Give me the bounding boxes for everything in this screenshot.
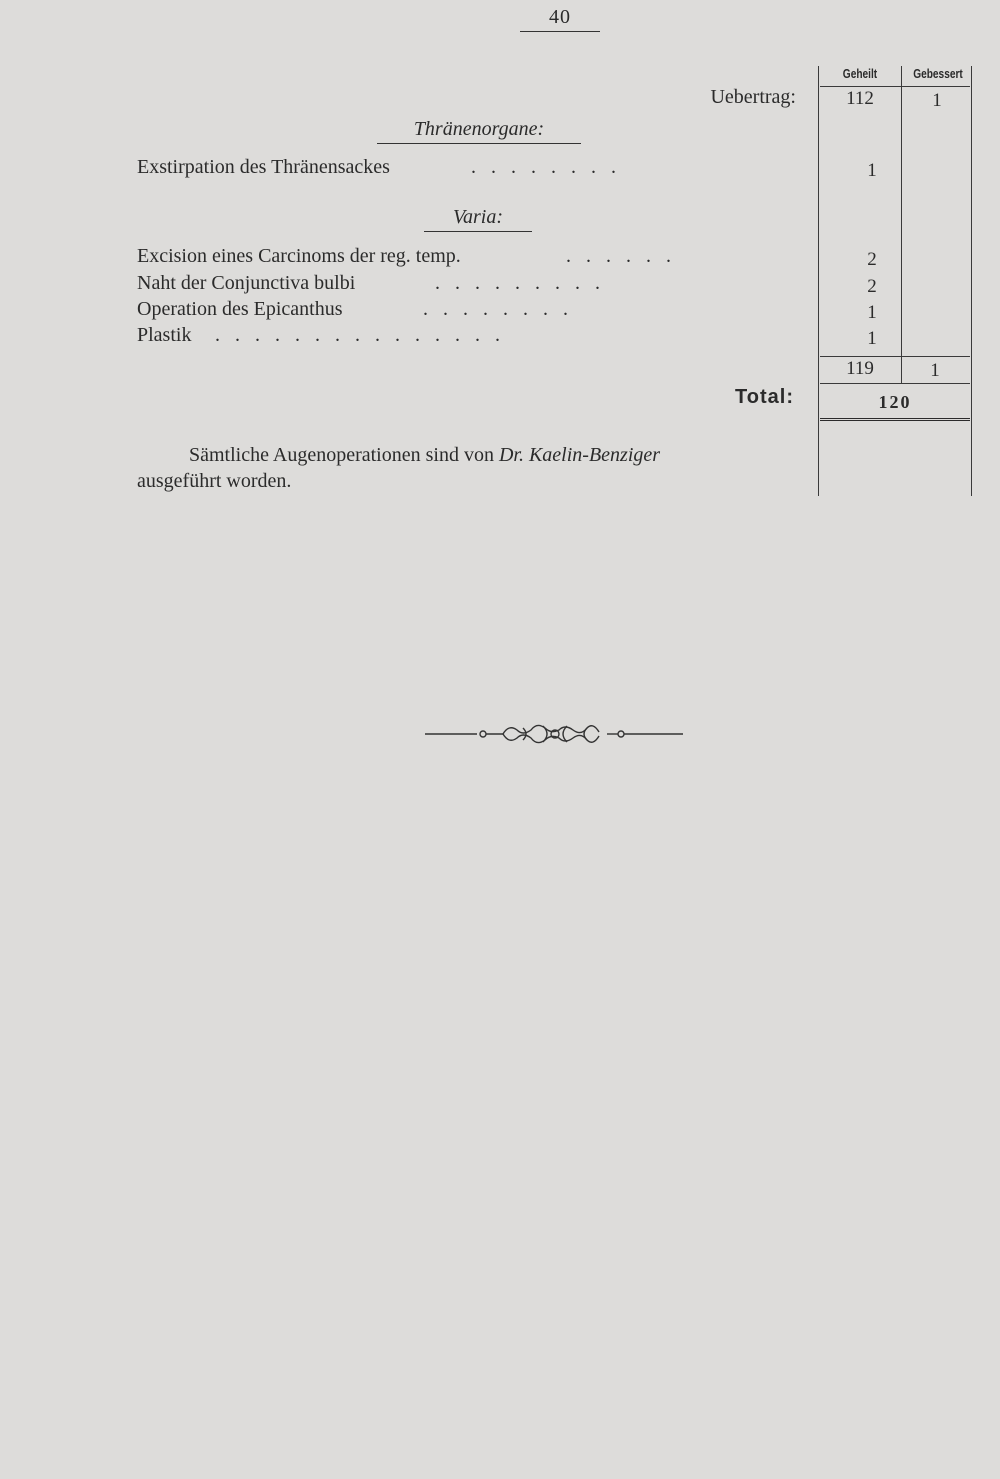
leader-dots: . . . . . . — [561, 245, 671, 267]
ornament-divider — [425, 718, 685, 750]
leader-dots: . . . . . . . . — [408, 298, 568, 320]
note-author: Dr. Kaelin-Benziger — [498, 444, 661, 466]
leader-dots: . . . . . . . . — [466, 156, 616, 178]
row-geheilt: 1 — [867, 160, 877, 181]
row-label: Operation des Epicanthus — [137, 298, 343, 320]
row-label: Naht der Conjunctiva bulbi — [137, 272, 356, 294]
uebertrag-gebessert: 1 — [932, 90, 942, 111]
subtotal-gebessert: 1 — [930, 360, 940, 381]
row-geheilt: 2 — [867, 276, 877, 297]
table-right-border — [971, 66, 972, 496]
leader-dots: . . . . . . . . . . . . . . . — [210, 324, 500, 346]
note-text: Sämtliche Augenoperationen sind von — [189, 444, 499, 466]
note-continuation: ausgeführt worden. — [137, 470, 292, 492]
column-header-geheilt: Geheilt — [842, 66, 878, 81]
subtotal-rule — [820, 356, 970, 357]
row-label: Excision eines Carcinoms der reg. temp. — [137, 245, 461, 267]
closing-note — [137, 442, 797, 494]
subtotal-bottom-rule — [820, 383, 970, 384]
total-label: Total: — [735, 386, 794, 408]
row-label: Exstirpation des Thränensackes — [137, 156, 390, 178]
uebertrag-geheilt: 112 — [846, 88, 874, 109]
total-value: 120 — [878, 392, 912, 412]
section-title-varia: Varia: — [424, 206, 532, 232]
row-geheilt: 2 — [867, 249, 877, 270]
section-title-thraenenorgane: Thränenorgane: — [377, 118, 581, 144]
header-rule — [820, 86, 970, 87]
row-geheilt: 1 — [867, 328, 877, 349]
uebertrag-label: Uebertrag: — [710, 86, 796, 108]
table-left-border — [818, 66, 819, 496]
column-header-gebessert: Gebessert — [913, 66, 963, 81]
total-double-rule — [820, 418, 970, 421]
row-geheilt: 1 — [867, 302, 877, 323]
leader-dots: . . . . . . . . . — [430, 272, 600, 294]
row-label: Plastik — [137, 324, 192, 346]
page-number: 40 — [520, 6, 600, 32]
subtotal-geheilt: 119 — [846, 358, 874, 379]
